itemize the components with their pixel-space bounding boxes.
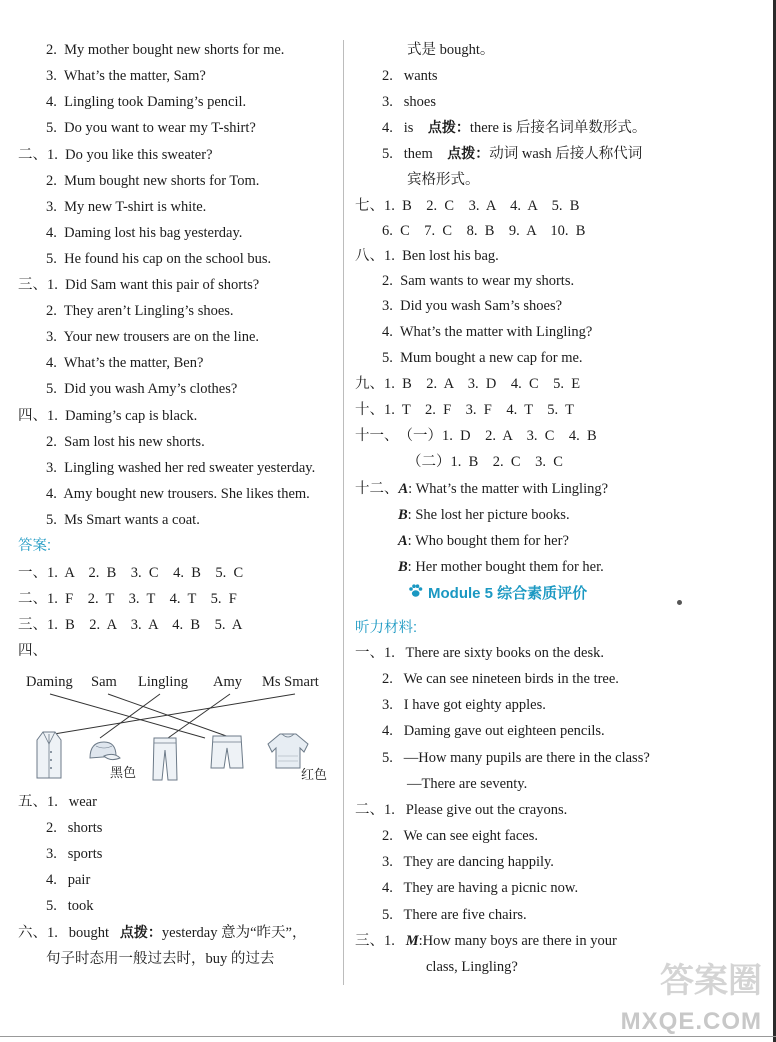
line-text: : Her mother bought them for her. <box>407 559 604 575</box>
line-text: 5. There are five chairs. <box>382 907 527 923</box>
section-heading: 听力材料: <box>355 620 418 636</box>
line-text: —There are seventy. <box>407 776 528 792</box>
right-line <box>355 246 499 266</box>
speaker-label: A <box>398 481 409 497</box>
right-line <box>382 322 592 342</box>
right-line <box>382 271 574 291</box>
left-line <box>46 197 206 217</box>
line-text: 5. —How many pupils are there in the class? <box>382 750 650 766</box>
right-line <box>382 221 585 241</box>
section-number: 九、 <box>355 376 384 392</box>
line-text: 5. Mum bought a new cap for me. <box>382 350 583 366</box>
right-line <box>382 852 554 872</box>
line-text: 2. shorts <box>46 820 103 836</box>
bottom-rule <box>0 1036 776 1037</box>
line-text: （二）1. B 2. C 3. C <box>407 454 563 470</box>
line-text: 3. sports <box>46 846 103 862</box>
left-line <box>18 641 47 661</box>
right-line <box>382 144 642 164</box>
right-line <box>382 826 538 846</box>
left-line <box>46 510 200 530</box>
right-line <box>398 505 570 525</box>
left-line <box>46 844 102 864</box>
line-text: class, Lingling? <box>426 959 518 975</box>
speaker-label: A <box>398 533 408 549</box>
line-text: 1. A 2. B 3. C 4. B 5. C <box>47 565 244 581</box>
right-line <box>407 452 563 472</box>
line-text: 1. F 2. T 3. T 4. T 5. F <box>47 591 237 607</box>
line-text: 式是 bought。 <box>407 42 495 58</box>
line-text: 1. Ben lost his bag. <box>384 248 499 264</box>
right-line <box>355 931 617 951</box>
hint-label: 点拨： <box>119 925 162 941</box>
hint-label: 点拨： <box>447 146 490 162</box>
left-line <box>46 818 102 838</box>
line-tail: there is 后接名词单数形式。 <box>469 120 647 136</box>
line-text: : Who bought them for her? <box>407 533 569 549</box>
line-text: 2. We can see eight faces. <box>382 828 538 844</box>
right-line <box>407 774 527 794</box>
right-line <box>407 170 480 190</box>
left-line <box>46 484 310 504</box>
right-line <box>382 66 438 86</box>
section-number: 六、 <box>18 925 47 941</box>
line-text: : She lost her picture books. <box>407 507 570 523</box>
left-line <box>46 327 259 347</box>
match-name-ms-smart: Ms Smart <box>262 674 319 690</box>
line-text: 2. They aren’t Lingling’s shoes. <box>46 303 234 319</box>
line-text: 5. took <box>46 898 94 914</box>
left-line <box>18 923 306 943</box>
line-text: 2. We can see nineteen birds in the tree. <box>382 671 619 687</box>
line-text: 4. What’s the matter, Ben? <box>46 355 204 371</box>
cap-color-label: 黑色 <box>110 765 137 780</box>
right-line <box>382 296 562 316</box>
right-line <box>382 905 527 925</box>
left-line <box>18 563 243 583</box>
match-name-sam: Sam <box>91 674 117 690</box>
left-line <box>46 171 259 191</box>
hint-label: 点拨： <box>427 120 470 136</box>
section-number: 二、 <box>355 802 384 818</box>
line-text: 1. B 2. A 3. D 4. C 5. E <box>384 376 581 392</box>
section-number: 一、 <box>18 565 47 581</box>
line-text: 4. Daming lost his bag yesterday. <box>46 225 243 241</box>
right-line <box>382 92 436 112</box>
left-line <box>46 870 90 890</box>
watermark-logo: 答案圈 <box>660 962 762 1000</box>
left-line <box>46 223 242 243</box>
module-title-text: Module 5 综合素质评价 <box>428 585 588 602</box>
section-number: 四、 <box>18 643 47 659</box>
line-text: 2. wants <box>382 68 438 84</box>
line-text: 4. Lingling took Daming’s pencil. <box>46 94 247 110</box>
line-text: 1. Daming’s cap is black. <box>47 408 198 424</box>
line-text: 1. There are sixty books on the desk. <box>384 645 605 661</box>
line-text: 1. B 2. C 3. A 4. A 5. B <box>384 198 580 214</box>
section-number: 三、 <box>18 277 47 293</box>
section-number: 十二、 <box>355 481 399 497</box>
paw-icon <box>408 584 424 604</box>
line-text: 4. pair <box>46 872 91 888</box>
section-number: 五、 <box>18 794 47 810</box>
line-text: 2. Sam lost his new shorts. <box>46 434 205 450</box>
right-line <box>382 721 605 741</box>
line-text: 1. Please give out the crayons. <box>384 802 568 818</box>
section-number: 二、 <box>18 147 47 163</box>
left-line <box>18 275 259 295</box>
left-line <box>46 249 271 269</box>
section-number: 一、 <box>355 645 384 661</box>
line-text: 1. Did Sam want this pair of shorts? <box>47 277 260 293</box>
left-line <box>46 432 205 452</box>
line-text: 6. C 7. C 8. B 9. A 10. B <box>382 223 586 239</box>
section-number: 七、 <box>355 198 384 214</box>
section-number: 十、 <box>355 402 384 418</box>
line-text: 2. My mother bought new shorts for me. <box>46 42 285 58</box>
right-line <box>355 643 604 663</box>
left-line <box>46 896 94 916</box>
line-text: 3. I have got eighty apples. <box>382 697 546 713</box>
left-line <box>46 949 274 969</box>
coat-icon <box>34 730 64 780</box>
sweater-color-label: 红色 <box>301 767 328 782</box>
line-text: 4. They are having a picnic now. <box>382 880 579 896</box>
line-tail: yesterday 意为“昨天”， <box>161 925 307 941</box>
line-text: 2. Sam wants to wear my shorts. <box>382 273 575 289</box>
left-line <box>46 458 315 478</box>
line-text: 3. They are dancing happily. <box>382 854 554 870</box>
match-name-amy: Amy <box>213 674 242 690</box>
stray-dot <box>677 600 682 605</box>
right-line <box>355 426 597 446</box>
line-text: 句子时态用一般过去时，buy 的过去 <box>46 951 275 967</box>
section-number: 二、 <box>18 591 47 607</box>
line-text: : What’s the matter with Lingling? <box>408 481 609 497</box>
left-line <box>46 353 203 373</box>
line-text: 5. Did you wash Amy’s clothes? <box>46 381 238 397</box>
line-text: （一）1. D 2. A 3. C 4. B <box>398 428 597 444</box>
left-line <box>46 118 256 138</box>
line-text: 4. is <box>382 120 428 136</box>
match-name-lingling: Lingling <box>138 674 188 690</box>
left-line <box>18 536 51 556</box>
left-line <box>46 379 237 399</box>
section-number: 八、 <box>355 248 384 264</box>
line-text: 宾格形式。 <box>407 172 480 188</box>
section-number: 四、 <box>18 408 47 424</box>
right-line <box>398 557 604 577</box>
line-text: 5. He found his cap on the school bus. <box>46 251 272 267</box>
left-line <box>18 589 237 609</box>
right-line <box>382 118 646 138</box>
right-line <box>382 695 546 715</box>
right-line <box>382 348 583 368</box>
section-number: 十一、 <box>355 428 399 444</box>
line-text: 4. Amy bought new trousers. She likes them. <box>46 486 310 502</box>
line-text: 5. them <box>382 146 448 162</box>
section-number: 三、 <box>355 933 384 949</box>
line-text: 3. What’s the matter, Sam? <box>46 68 206 84</box>
speaker-label: B <box>398 507 408 523</box>
right-line <box>355 374 580 394</box>
trousers-icon <box>150 736 180 782</box>
line-text: 4. What’s the matter with Lingling? <box>382 324 593 340</box>
line-text: 2. Mum bought new shorts for Tom. <box>46 173 260 189</box>
right-line <box>426 957 518 977</box>
line-text: 3. Lingling washed her red sweater yesterday. <box>46 460 316 476</box>
speaker-label: M <box>405 933 419 949</box>
speaker-label: B <box>398 559 408 575</box>
right-line <box>382 878 578 898</box>
right-line <box>398 531 569 551</box>
line-text: 3. Did you wash Sam’s shoes? <box>382 298 563 314</box>
watermark-url: MXQE.COM <box>620 1008 762 1035</box>
section-heading: 答案: <box>18 538 52 554</box>
line-text: 3. My new T-shirt is white. <box>46 199 207 215</box>
right-line <box>355 618 417 638</box>
line-text: 1. T 2. F 3. F 4. T 5. T <box>384 402 575 418</box>
right-line <box>355 800 567 820</box>
left-line <box>46 40 284 60</box>
line-text: 5. Ms Smart wants a coat. <box>46 512 200 528</box>
left-line <box>18 792 97 812</box>
match-name-daming: Daming <box>26 674 73 690</box>
line-tail: :How many boys are there in your <box>418 933 617 949</box>
line-text: 1. B 2. A 3. A 4. B 5. A <box>47 617 243 633</box>
line-text: 5. Do you want to wear my T-shirt? <box>46 120 256 136</box>
right-line <box>407 40 494 60</box>
module-title <box>408 584 587 604</box>
column-divider <box>343 40 344 985</box>
section-number: 三、 <box>18 617 47 633</box>
left-line <box>46 66 206 86</box>
shorts-icon <box>209 734 245 772</box>
right-line <box>382 669 619 689</box>
line-text: 1. Do you like this sweater? <box>47 147 213 163</box>
left-line <box>18 145 213 165</box>
right-line <box>355 196 579 216</box>
line-text: 3. Your new trousers are on the line. <box>46 329 260 345</box>
right-line <box>382 748 650 768</box>
line-text: 3. shoes <box>382 94 436 110</box>
left-line <box>18 615 242 635</box>
line-text: 1. <box>384 933 406 949</box>
left-line <box>18 406 197 426</box>
line-text: 4. Daming gave out eighteen pencils. <box>382 723 605 739</box>
line-text: 1. wear <box>47 794 97 810</box>
line-text: 1. bought <box>47 925 120 941</box>
left-line <box>46 301 234 321</box>
right-line <box>355 400 574 420</box>
line-tail: 动词 wash 后接人称代词 <box>489 146 643 162</box>
right-line <box>355 479 608 499</box>
left-line <box>46 92 246 112</box>
